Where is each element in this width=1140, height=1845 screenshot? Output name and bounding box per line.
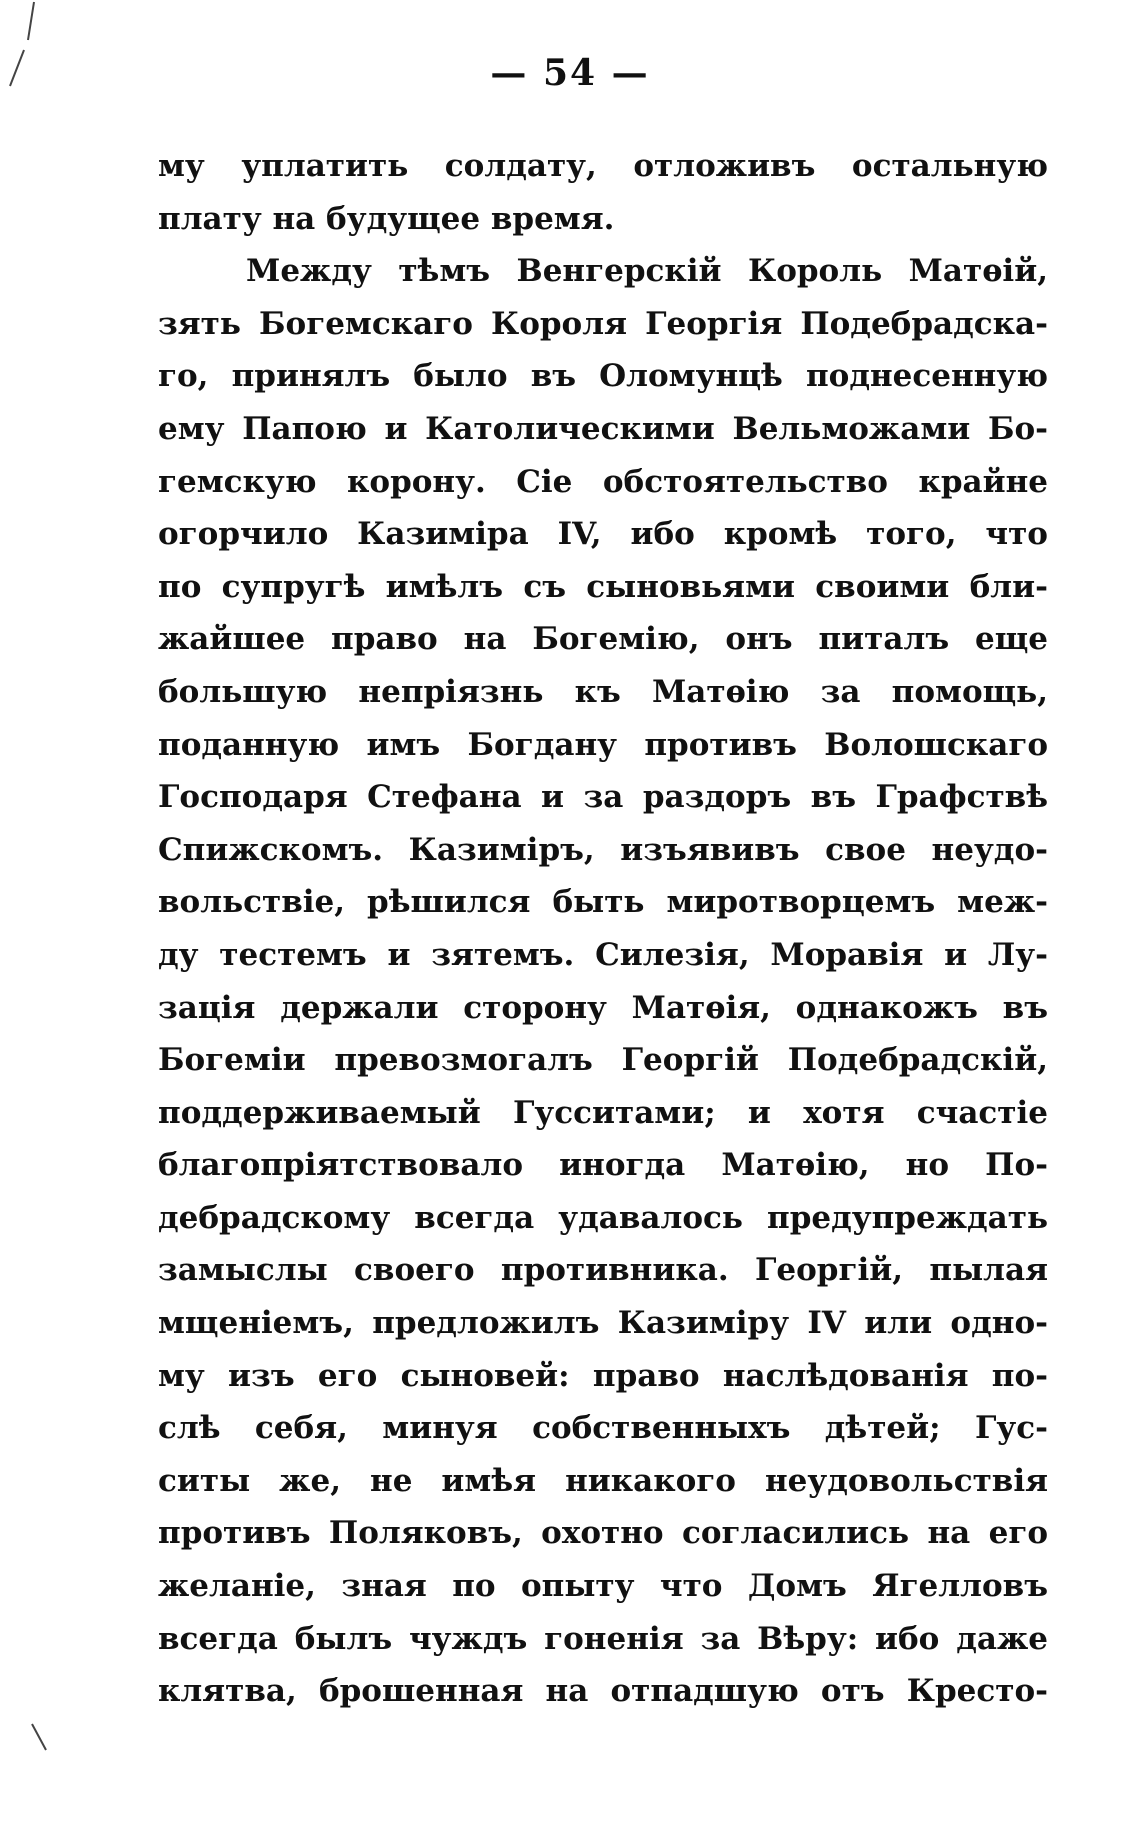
text-line: гемскую корону. Сіе обстоятельство крайне [158,463,1048,500]
body-text [158,140,1048,1718]
text-line: Богеміи превозмогалъ Георгій Подебрадскій, [158,1042,1048,1079]
text-line: му уплатить солдату, отложивъ остальную [158,148,1048,184]
text-line: поддерживаемый Гусситами; и хотя счастіе [158,1094,1048,1131]
text-line: ему Папою и Католическими Вельможами Бо- [158,410,1048,447]
text-line: поданную имъ Богдану противъ Волошскаго [158,726,1048,763]
scan-mark [4,0,44,90]
text-line: жайшее право на Богемію, онъ питалъ еще [158,621,1048,658]
text-line: слѣ себя, минуя собственныхъ дѣтей; Гус- [158,1410,1048,1447]
text-line: благопріятствовало иногда Матѳію, но По- [158,1147,1048,1184]
text-line: ситы же, не имѣя никакого неудовольствія [158,1462,1048,1499]
text-line: ду тестемъ и зятемъ. Силезія, Моравія и Лу- [158,936,1048,973]
scan-mark [26,1720,56,1760]
text-line: всегда былъ чуждъ гоненія за Вѣру: ибо даже [158,1620,1048,1657]
text-line: вольствіе, рѣшился быть миротворцемъ меж- [158,884,1048,921]
text-line: му изъ его сыновей: право наслѣдованія по- [158,1357,1048,1394]
text-line: замыслы своего противника. Георгій, пылая [158,1252,1048,1289]
text-line: Между тѣмъ Венгерскій Король Матѳій, [246,253,1048,290]
text-line: желаніе, зная по опыту что Домъ Ягелловъ [158,1568,1048,1605]
text-line: зація держали сторону Матѳія, однакожъ въ [158,989,1048,1026]
text-line: Господаря Стефана и за раздоръ въ Графствѣ [158,779,1048,816]
text-line: Спижскомъ. Казиміръ, изъявивъ свое неудо- [158,831,1048,868]
page-number: — 54 — [490,52,650,94]
text-line: плату на будущее время. [158,200,615,237]
text-line: го, принялъ было въ Оломунцѣ поднесенную [158,358,1048,395]
text-line: огорчило Казиміра IV, ибо кромѣ того, что [158,516,1048,553]
text-line: по супругѣ имѣлъ съ сыновьями своими бли- [158,568,1048,605]
text-line: большую непріязнь къ Матѳію за помощь, [158,673,1048,710]
text-line: клятва, брошенная на отпадшую отъ Кресто- [158,1673,1048,1710]
text-line: мщеніемъ, предложилъ Казиміру IV или одно- [158,1305,1048,1342]
text-line: зять Богемскаго Короля Георгія Подебрадска- [158,305,1048,342]
text-line: дебрадскому всегда удавалось предупреждать [158,1199,1048,1236]
text-line: противъ Поляковъ, охотно согласились на его [158,1515,1048,1552]
